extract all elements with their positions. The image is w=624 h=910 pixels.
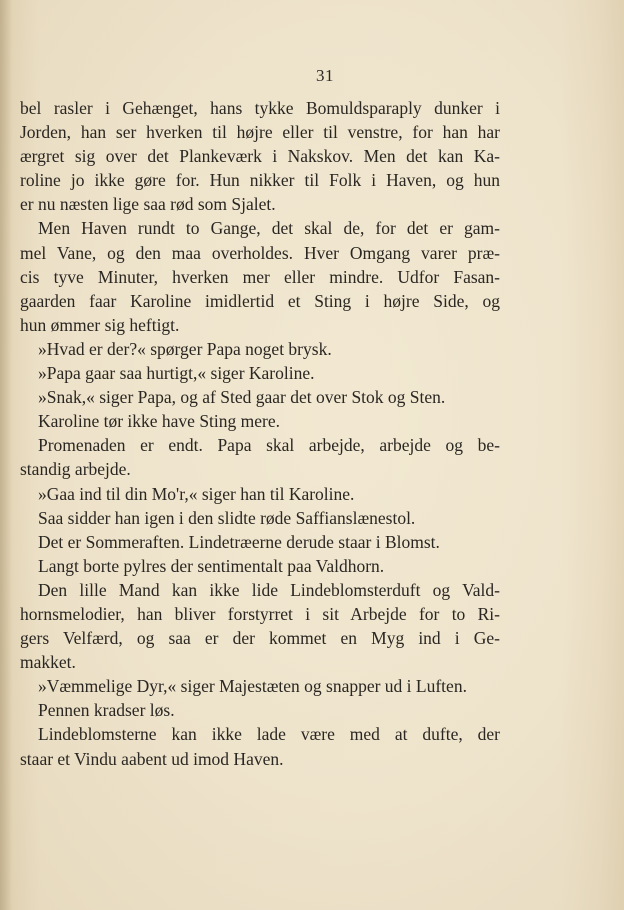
text-line: bel rasler i Gehænget, hans tykke Bomuldsparaply dunker i (20, 98, 500, 118)
text-line: staar et Vindu aabent ud imod Haven. (20, 748, 284, 769)
text-line: Karoline tør ikke have Sting mere. (38, 411, 281, 432)
body-text (20, 96, 500, 771)
text-line: »Gaa ind til din Mo'r,« siger han til Karoline. (38, 483, 355, 504)
text-line: gers Velfærd, og saa er der kommet en Myg ind i Ge- (20, 628, 500, 649)
text-line: Langt borte pylres der sentimentalt paa Valdhorn. (38, 555, 385, 576)
text-line: Saa sidder han igen i den slidte røde Saffianslænestol. (38, 507, 416, 528)
text-line: Det er Sommeraften. Lindetræerne derude staar i Blomst. (38, 531, 440, 552)
text-line: standig arbejde. (20, 459, 131, 480)
text-line: hun ømmer sig heftigt. (20, 314, 180, 335)
page-number: 31 (316, 66, 334, 85)
text-line: »Papa gaar saa hurtigt,« siger Karoline. (38, 363, 315, 384)
text-line: roline jo ikke gøre for. Hun nikker til Folk i Haven, og hun (20, 170, 500, 191)
text-line: »Hvad er der?« spørger Papa noget brysk. (38, 338, 332, 359)
text-line: Pennen kradser løs. (38, 700, 175, 721)
text-line: mel Vane, og den maa overholdes. Hver Omgang varer præ- (20, 242, 500, 263)
text-line: Jorden, han ser hverken til højre eller til venstre, for han har (20, 122, 500, 143)
text-line: »Væmmelige Dyr,« siger Majestæten og snapper ud i Luften. (38, 676, 467, 697)
text-line: hornsmelodier, han bliver forstyrret i sit Arbejde for to Ri- (20, 603, 500, 624)
text-line: ærgret sig over det Plankeværk i Nakskov. Men det kan Ka- (20, 146, 500, 167)
page-gutter-shadow (0, 0, 12, 910)
text-line: Den lille Mand kan ikke lide Lindeblomsterduft og Vald- (38, 579, 500, 600)
text-line: Men Haven rundt to Gange, det skal de, for det er gam- (38, 218, 500, 239)
text-line: cis tyve Minuter, hverken mer eller mindre. Udfor Fasan- (20, 266, 500, 287)
text-line: er nu næsten lige saa rød som Sjalet. (20, 194, 276, 215)
text-line: Promenaden er endt. Papa skal arbejde, arbejde og be- (38, 435, 500, 456)
text-line: »Snak,« siger Papa, og af Sted gaar det over Stok og Sten. (38, 387, 446, 408)
text-line: Lindeblomsterne kan ikke lade være med at dufte, der (38, 724, 500, 745)
text-line: makket. (20, 652, 76, 673)
text-line: gaarden faar Karoline imidlertid et Sting i højre Side, og (20, 290, 500, 311)
